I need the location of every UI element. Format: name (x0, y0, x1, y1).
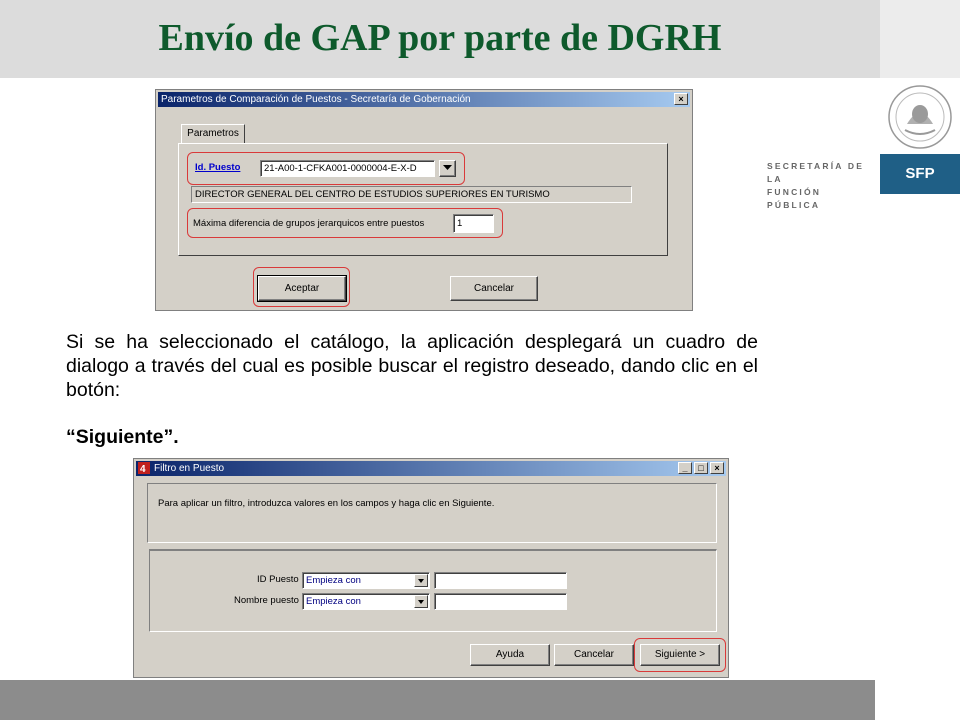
max-diff-label: Máxima diferencia de grupos jerarquicos entre puestos (193, 218, 425, 229)
id-operator-value: Empieza con (306, 575, 361, 586)
highlight-accept (253, 267, 350, 307)
name-operator-select[interactable] (302, 593, 430, 610)
body-paragraph-bold: “Siguiente”. (66, 426, 179, 448)
app-icon (138, 462, 150, 474)
next-button[interactable]: Siguiente > (640, 644, 720, 666)
id-operator-select[interactable] (302, 572, 430, 589)
close-icon[interactable]: × (674, 93, 688, 105)
descripcion-field: DIRECTOR GENERAL DEL CENTRO DE ESTUDIOS SUPERIORES EN TURISMO (191, 186, 632, 203)
highlight-next (634, 638, 726, 672)
parametros-title: Parametros de Comparación de Puestos - Secretaría de Gobernación (161, 94, 471, 105)
title-band-right (880, 0, 960, 78)
instructions-text: Para aplicar un filtro, introduzca valores en los campos y haga clic en Siguiente. (158, 498, 495, 509)
filter-panel (149, 549, 717, 632)
id-puesto-link[interactable]: Id. Puesto (195, 162, 241, 173)
instructions-panel (147, 483, 717, 543)
mexico-seal-icon (887, 84, 953, 150)
id-puesto-value: 21-A00-1-CFKA001-0000004-E-X-D (264, 163, 417, 174)
sfp-badge: SFP (880, 154, 960, 194)
highlight-id-puesto (187, 152, 465, 185)
secretaria-line2: FUNCIÓN PÚBLICA (767, 187, 822, 210)
tab-parametros[interactable]: Parametros (181, 124, 245, 144)
close-icon[interactable]: × (710, 462, 724, 474)
svg-text:4: 4 (140, 464, 146, 474)
footer-bar-right (875, 680, 960, 720)
nombre-puesto-input[interactable] (434, 593, 567, 610)
footer-bar (0, 680, 875, 720)
max-diff-input[interactable]: 1 (453, 214, 494, 233)
id-puesto-label: ID Puesto (257, 574, 299, 585)
secretaria-line1: SECRETARÍA DE LA (767, 161, 865, 184)
cancel-button[interactable]: Cancelar (450, 276, 538, 301)
name-operator-value: Empieza con (306, 596, 361, 607)
id-puesto-input[interactable] (434, 572, 567, 589)
chevron-down-icon[interactable] (414, 574, 428, 587)
accept-button[interactable]: Aceptar (258, 276, 346, 301)
slide-title: Envío de GAP por parte de DGRH (158, 17, 722, 59)
parametros-dialog (155, 89, 693, 311)
nombre-puesto-label: Nombre puesto (234, 595, 299, 606)
help-button[interactable]: Ayuda (470, 644, 550, 666)
filtro-titlebar (136, 461, 726, 476)
filtro-title: Filtro en Puesto (154, 463, 225, 474)
cancel-button[interactable]: Cancelar (554, 644, 634, 666)
body-paragraph: Si se ha seleccionado el catálogo, la aplicación desplegará un cuadro de dialogo a través del cual es posible buscar el registro deseado, dando clic en el botón: (66, 331, 758, 401)
maximize-icon[interactable]: □ (694, 462, 708, 474)
secretaria-text (767, 160, 877, 212)
highlight-max-diff (187, 208, 503, 238)
filtro-dialog (133, 458, 729, 678)
chevron-down-icon[interactable] (414, 595, 428, 608)
minimize-icon[interactable]: _ (678, 462, 692, 474)
parametros-titlebar (158, 92, 690, 107)
